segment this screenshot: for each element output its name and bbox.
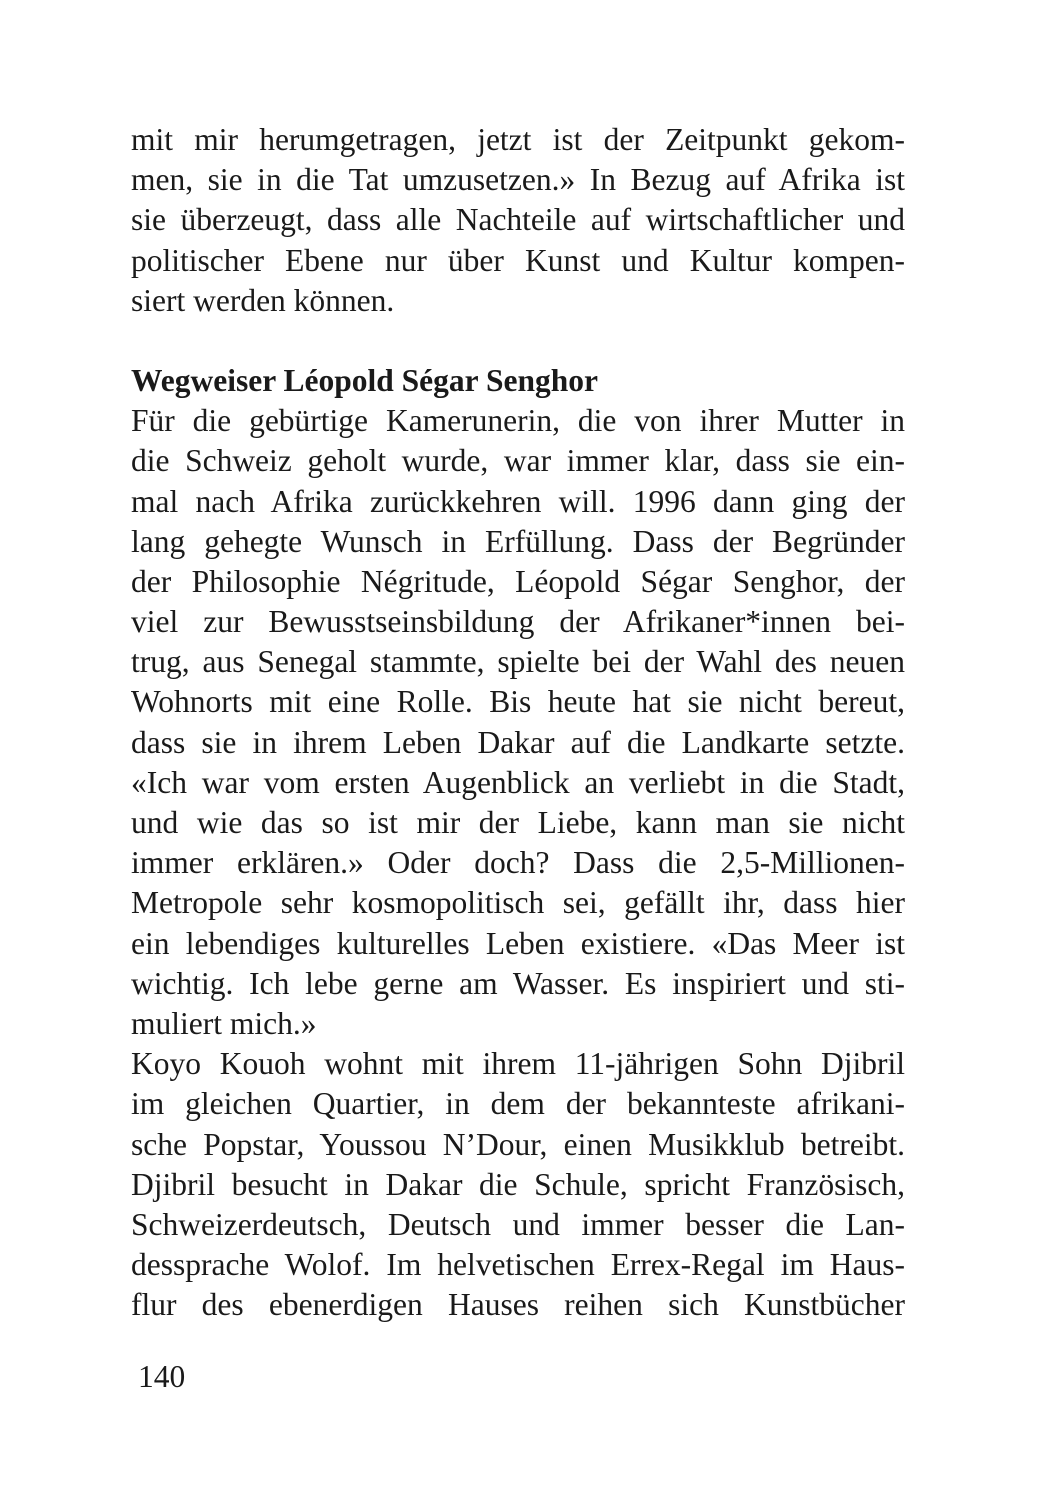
- section-spacer: [131, 321, 905, 361]
- text-line: mit mir herumgetragen, jetzt ist der Zeitpunkt gekom-: [131, 122, 905, 157]
- page-number: 140: [138, 1359, 186, 1394]
- text-line: im gleichen Quartier, in dem der bekannteste afrikani-: [131, 1086, 905, 1122]
- text-line: sie überzeugt, dass alle Nachteile auf wirtschaftlicher und: [131, 202, 905, 238]
- text-line: politischer Ebene nur über Kunst und Kultur kompen-: [131, 242, 905, 278]
- text-line: Für die gebürtige Kamerunerin, die von ihrer Mutter in: [131, 403, 905, 439]
- text-line: der Philosophie Négritude, Léopold Ségar Senghor, der: [131, 563, 905, 599]
- text-line: lang gehegte Wunsch in Erfüllung. Dass der Begründer: [131, 523, 905, 559]
- text-line: dessprache Wolof. Im helvetischen Errex-Regal im Haus-: [131, 1247, 905, 1283]
- text-line: wichtig. Ich lebe gerne am Wasser. Es inspiriert und sti-: [131, 965, 905, 1001]
- text-line: Koyo Kouoh wohnt mit ihrem 11-jährigen Sohn Djibril: [131, 1046, 905, 1082]
- text-line: «Ich war vom ersten Augenblick an verliebt in die Stadt,: [131, 764, 905, 800]
- text-line: trug, aus Senegal stammte, spielte bei der Wahl des neuen: [131, 644, 905, 680]
- paragraph-koyo: [131, 1044, 905, 1325]
- text-line: muliert mich.»: [131, 1005, 317, 1041]
- text-line: Metropole sehr kosmopolitisch sei, gefällt ihr, dass hier: [131, 885, 905, 921]
- text-line: Wohnorts mit eine Rolle. Bis heute hat sie nicht bereut,: [131, 684, 905, 720]
- text-line: Djibril besucht in Dakar die Schule, spricht Französisch,: [131, 1166, 905, 1202]
- text-line: und wie das so ist mir der Liebe, kann man sie nicht: [131, 805, 905, 840]
- paragraph-senghor: [131, 401, 905, 1044]
- text-line: immer erklären.» Oder doch? Dass die 2,5-Millionen-: [131, 845, 905, 881]
- text-line: Schweizerdeutsch, Deutsch und immer besser die Lan-: [131, 1206, 905, 1242]
- section-heading: Wegweiser Léopold Ségar Senghor: [131, 362, 598, 398]
- text-line: sche Popstar, Youssou N’Dour, einen Musikklub betreibt.: [131, 1126, 905, 1162]
- text-line: men, sie in die Tat umzusetzen.» In Bezug auf Afrika ist: [131, 162, 905, 198]
- text-line: mal nach Afrika zurückkehren will. 1996 dann ging der: [131, 483, 905, 519]
- paragraph-intro: [131, 120, 905, 321]
- text-line: flur des ebenerdigen Hauses reihen sich Kunstbücher: [131, 1287, 905, 1323]
- text-line: siert werden können.: [131, 282, 395, 318]
- text-line: die Schweiz geholt wurde, war immer klar, dass sie ein-: [131, 443, 905, 479]
- page-body: [131, 120, 905, 1325]
- text-line: viel zur Bewusstseinsbildung der Afrikaner*innen bei-: [131, 604, 905, 640]
- text-line: ein lebendiges kulturelles Leben existiere. «Das Meer ist: [131, 925, 905, 961]
- text-line: dass sie in ihrem Leben Dakar auf die Landkarte setzte.: [131, 724, 905, 760]
